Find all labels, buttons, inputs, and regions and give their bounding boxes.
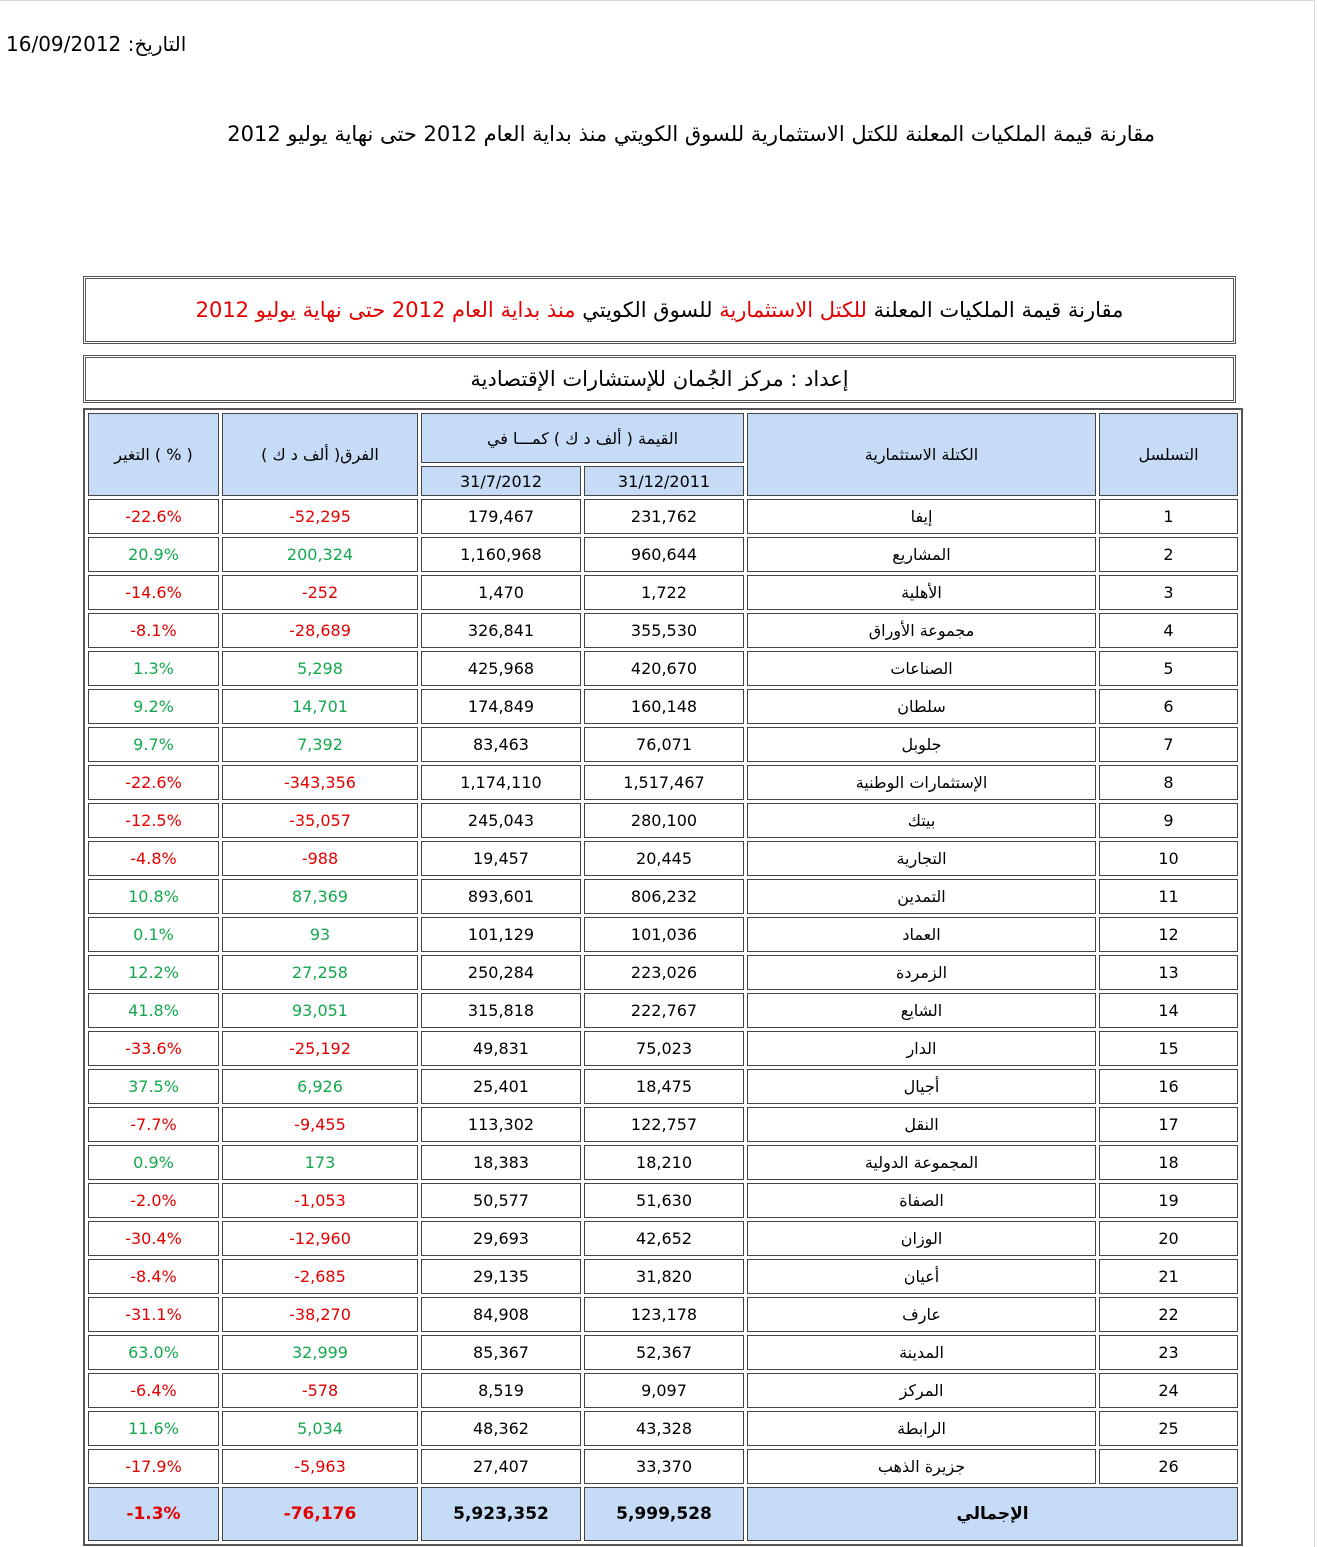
page-right-border [1314, 0, 1315, 1547]
cell-change: -8.1% [88, 613, 219, 648]
cell-diff: 173 [222, 1145, 418, 1180]
cell-change: -6.4% [88, 1373, 219, 1408]
cell-diff: -988 [222, 841, 418, 876]
table-row [88, 1183, 1238, 1218]
cell-diff: -38,270 [222, 1297, 418, 1332]
header-change: التغير ( % ) [88, 413, 219, 496]
cell-diff: -343,356 [222, 765, 418, 800]
cell-bloc-name: أعيان [747, 1259, 1096, 1294]
table-row [88, 727, 1238, 762]
cell-change: 41.8% [88, 993, 219, 1028]
cell-change: 10.8% [88, 879, 219, 914]
cell-diff: 7,392 [222, 727, 418, 762]
cell-value-2011: 76,071 [584, 727, 744, 762]
total-label: الإجمالي [747, 1487, 1238, 1541]
table-row [88, 575, 1238, 610]
table-row [88, 1297, 1238, 1332]
cell-seq: 13 [1099, 955, 1238, 990]
cell-value-2012: 1,160,968 [421, 537, 581, 572]
table-row [88, 955, 1238, 990]
cell-value-2011: 223,026 [584, 955, 744, 990]
cell-change: -17.9% [88, 1449, 219, 1484]
cell-seq: 12 [1099, 917, 1238, 952]
cell-seq: 1 [1099, 499, 1238, 534]
table-row [88, 1069, 1238, 1104]
cell-change: -2.0% [88, 1183, 219, 1218]
page-title: مقارنة قيمة الملكيات المعلنة للكتل الاستثمارية للسوق الكويتي منذ بداية العام 2012 حتى نهاية يوليو 2012 [227, 122, 1155, 146]
cell-value-2011: 1,722 [584, 575, 744, 610]
cell-value-2012: 893,601 [421, 879, 581, 914]
cell-value-2011: 1,517,467 [584, 765, 744, 800]
total-2011: 5,999,528 [584, 1487, 744, 1541]
cell-change: 9.2% [88, 689, 219, 724]
cell-bloc-name: الأهلية [747, 575, 1096, 610]
cell-value-2011: 355,530 [584, 613, 744, 648]
cell-diff: -5,963 [222, 1449, 418, 1484]
cell-bloc-name: المشاريع [747, 537, 1096, 572]
total-row [88, 1487, 1238, 1541]
cell-value-2012: 1,470 [421, 575, 581, 610]
cell-value-2012: 48,362 [421, 1411, 581, 1446]
cell-seq: 2 [1099, 537, 1238, 572]
cell-seq: 17 [1099, 1107, 1238, 1142]
cell-diff: 14,701 [222, 689, 418, 724]
prepared-by-box [83, 355, 1236, 403]
cell-diff: 5,034 [222, 1411, 418, 1446]
cell-value-2012: 50,577 [421, 1183, 581, 1218]
cell-value-2011: 160,148 [584, 689, 744, 724]
cell-value-2012: 250,284 [421, 955, 581, 990]
cell-change: -31.1% [88, 1297, 219, 1332]
cell-change: 1.3% [88, 651, 219, 686]
date-line [6, 32, 186, 56]
cell-bloc-name: الصناعات [747, 651, 1096, 686]
cell-value-2012: 29,693 [421, 1221, 581, 1256]
table-row [88, 1221, 1238, 1256]
table-title-part-2: للكتل الاستثمارية [719, 298, 867, 322]
cell-value-2011: 9,097 [584, 1373, 744, 1408]
cell-seq: 9 [1099, 803, 1238, 838]
cell-diff: -35,057 [222, 803, 418, 838]
cell-value-2011: 420,670 [584, 651, 744, 686]
cell-bloc-name: الصفاة [747, 1183, 1096, 1218]
cell-value-2011: 31,820 [584, 1259, 744, 1294]
cell-bloc-name: الإستثمارات الوطنية [747, 765, 1096, 800]
cell-diff: 200,324 [222, 537, 418, 572]
table-row [88, 1259, 1238, 1294]
cell-value-2011: 101,036 [584, 917, 744, 952]
cell-change: -33.6% [88, 1031, 219, 1066]
cell-value-2011: 18,210 [584, 1145, 744, 1180]
date-value: 16/09/2012 [6, 32, 122, 56]
cell-change: -22.6% [88, 499, 219, 534]
cell-diff: 93,051 [222, 993, 418, 1028]
cell-seq: 6 [1099, 689, 1238, 724]
cell-bloc-name: عارف [747, 1297, 1096, 1332]
cell-diff: 93 [222, 917, 418, 952]
cell-seq: 5 [1099, 651, 1238, 686]
cell-change: -4.8% [88, 841, 219, 876]
cell-value-2011: 123,178 [584, 1297, 744, 1332]
cell-value-2012: 326,841 [421, 613, 581, 648]
cell-diff: 27,258 [222, 955, 418, 990]
date-label: التاريخ: [127, 32, 187, 56]
total-change: -1.3% [88, 1487, 219, 1541]
cell-bloc-name: بيتك [747, 803, 1096, 838]
cell-change: 12.2% [88, 955, 219, 990]
table-row [88, 689, 1238, 724]
cell-bloc-name: سلطان [747, 689, 1096, 724]
cell-change: -30.4% [88, 1221, 219, 1256]
cell-value-2012: 29,135 [421, 1259, 581, 1294]
table-row [88, 1411, 1238, 1446]
cell-seq: 15 [1099, 1031, 1238, 1066]
cell-bloc-name: جزيرة الذهب [747, 1449, 1096, 1484]
cell-bloc-name: التجارية [747, 841, 1096, 876]
cell-diff: -1,053 [222, 1183, 418, 1218]
cell-change: -7.7% [88, 1107, 219, 1142]
cell-value-2011: 806,232 [584, 879, 744, 914]
cell-change: 63.0% [88, 1335, 219, 1370]
cell-value-2012: 101,129 [421, 917, 581, 952]
header-date-2012: 31/7/2012 [421, 466, 581, 496]
cell-bloc-name: الشايع [747, 993, 1096, 1028]
cell-diff: -12,960 [222, 1221, 418, 1256]
cell-value-2011: 75,023 [584, 1031, 744, 1066]
cell-bloc-name: المدينة [747, 1335, 1096, 1370]
cell-bloc-name: الوزان [747, 1221, 1096, 1256]
cell-change: -12.5% [88, 803, 219, 838]
cell-bloc-name: إيفا [747, 499, 1096, 534]
cell-bloc-name: أجيال [747, 1069, 1096, 1104]
table-row [88, 1335, 1238, 1370]
cell-bloc-name: الزمردة [747, 955, 1096, 990]
cell-value-2011: 52,367 [584, 1335, 744, 1370]
prepared-by: إعداد : مركز الجُمان للإستشارات الإقتصادية [470, 367, 849, 391]
cell-value-2012: 19,457 [421, 841, 581, 876]
header-diff: الفرق( ألف د ك ) [222, 413, 418, 496]
cell-value-2012: 315,818 [421, 993, 581, 1028]
table-row [88, 803, 1238, 838]
cell-value-2012: 1,174,110 [421, 765, 581, 800]
table-row [88, 1031, 1238, 1066]
cell-seq: 26 [1099, 1449, 1238, 1484]
cell-value-2012: 49,831 [421, 1031, 581, 1066]
cell-value-2012: 245,043 [421, 803, 581, 838]
cell-seq: 4 [1099, 613, 1238, 648]
table-row [88, 1145, 1238, 1180]
cell-value-2012: 85,367 [421, 1335, 581, 1370]
cell-value-2011: 18,475 [584, 1069, 744, 1104]
cell-seq: 19 [1099, 1183, 1238, 1218]
table-title-box [83, 276, 1236, 344]
table-row [88, 841, 1238, 876]
cell-change: -22.6% [88, 765, 219, 800]
table-row [88, 651, 1238, 686]
page-top-border [0, 0, 1315, 1]
cell-seq: 11 [1099, 879, 1238, 914]
table-title-part-1: مقارنة قيمة الملكيات المعلنة [873, 298, 1124, 322]
cell-value-2012: 174,849 [421, 689, 581, 724]
cell-seq: 25 [1099, 1411, 1238, 1446]
table-row [88, 765, 1238, 800]
cell-bloc-name: جلوبل [747, 727, 1096, 762]
cell-bloc-name: النقل [747, 1107, 1096, 1142]
cell-diff: -2,685 [222, 1259, 418, 1294]
cell-value-2012: 179,467 [421, 499, 581, 534]
header-seq: التسلسل [1099, 413, 1238, 496]
cell-value-2012: 113,302 [421, 1107, 581, 1142]
table-title-part-4: منذ بداية العام 2012 حتى نهاية يوليو 2012 [195, 298, 576, 322]
cell-value-2011: 280,100 [584, 803, 744, 838]
header-value-group: القيمة ( ألف د ك ) كمـــا في [421, 413, 744, 463]
cell-change: 11.6% [88, 1411, 219, 1446]
cell-change: 9.7% [88, 727, 219, 762]
table-row [88, 537, 1238, 572]
cell-value-2011: 20,445 [584, 841, 744, 876]
header-bloc: الكتلة الاستثمارية [747, 413, 1096, 496]
cell-bloc-name: العماد [747, 917, 1096, 952]
cell-bloc-name: المجموعة الدولية [747, 1145, 1096, 1180]
cell-diff: -25,192 [222, 1031, 418, 1066]
cell-seq: 7 [1099, 727, 1238, 762]
cell-value-2012: 27,407 [421, 1449, 581, 1484]
cell-change: 37.5% [88, 1069, 219, 1104]
cell-seq: 21 [1099, 1259, 1238, 1294]
cell-value-2012: 18,383 [421, 1145, 581, 1180]
cell-seq: 23 [1099, 1335, 1238, 1370]
cell-seq: 14 [1099, 993, 1238, 1028]
cell-value-2011: 222,767 [584, 993, 744, 1028]
cell-diff: -578 [222, 1373, 418, 1408]
cell-value-2012: 83,463 [421, 727, 581, 762]
cell-bloc-name: الرابطة [747, 1411, 1096, 1446]
cell-value-2012: 8,519 [421, 1373, 581, 1408]
table-row [88, 879, 1238, 914]
cell-seq: 10 [1099, 841, 1238, 876]
cell-bloc-name: الدار [747, 1031, 1096, 1066]
cell-value-2012: 84,908 [421, 1297, 581, 1332]
cell-value-2011: 51,630 [584, 1183, 744, 1218]
cell-diff: 5,298 [222, 651, 418, 686]
cell-bloc-name: التمدين [747, 879, 1096, 914]
cell-seq: 20 [1099, 1221, 1238, 1256]
table-row [88, 1449, 1238, 1484]
cell-change: -8.4% [88, 1259, 219, 1294]
cell-diff: -28,689 [222, 613, 418, 648]
cell-seq: 16 [1099, 1069, 1238, 1104]
cell-seq: 22 [1099, 1297, 1238, 1332]
cell-diff: -9,455 [222, 1107, 418, 1142]
cell-value-2011: 231,762 [584, 499, 744, 534]
cell-change: -14.6% [88, 575, 219, 610]
table-row [88, 917, 1238, 952]
cell-value-2012: 25,401 [421, 1069, 581, 1104]
table-title-part-3: للسوق الكويتي [582, 298, 713, 322]
table-row [88, 1373, 1238, 1408]
table-row [88, 1107, 1238, 1142]
cell-bloc-name: المركز [747, 1373, 1096, 1408]
cell-seq: 18 [1099, 1145, 1238, 1180]
holdings-table [83, 408, 1243, 1546]
cell-value-2011: 43,328 [584, 1411, 744, 1446]
cell-change: 20.9% [88, 537, 219, 572]
cell-diff: 6,926 [222, 1069, 418, 1104]
cell-value-2011: 42,652 [584, 1221, 744, 1256]
table-row [88, 613, 1238, 648]
header-date-2011: 31/12/2011 [584, 466, 744, 496]
cell-diff: 32,999 [222, 1335, 418, 1370]
cell-seq: 3 [1099, 575, 1238, 610]
total-diff: -76,176 [222, 1487, 418, 1541]
cell-diff: 87,369 [222, 879, 418, 914]
cell-change: 0.9% [88, 1145, 219, 1180]
cell-diff: -52,295 [222, 499, 418, 534]
cell-value-2011: 960,644 [584, 537, 744, 572]
table-row [88, 499, 1238, 534]
cell-seq: 24 [1099, 1373, 1238, 1408]
table-body [88, 499, 1238, 1484]
cell-diff: -252 [222, 575, 418, 610]
cell-value-2011: 33,370 [584, 1449, 744, 1484]
cell-change: 0.1% [88, 917, 219, 952]
cell-seq: 8 [1099, 765, 1238, 800]
cell-value-2012: 425,968 [421, 651, 581, 686]
table-row [88, 993, 1238, 1028]
cell-bloc-name: مجموعة الأوراق [747, 613, 1096, 648]
total-2012: 5,923,352 [421, 1487, 581, 1541]
cell-value-2011: 122,757 [584, 1107, 744, 1142]
